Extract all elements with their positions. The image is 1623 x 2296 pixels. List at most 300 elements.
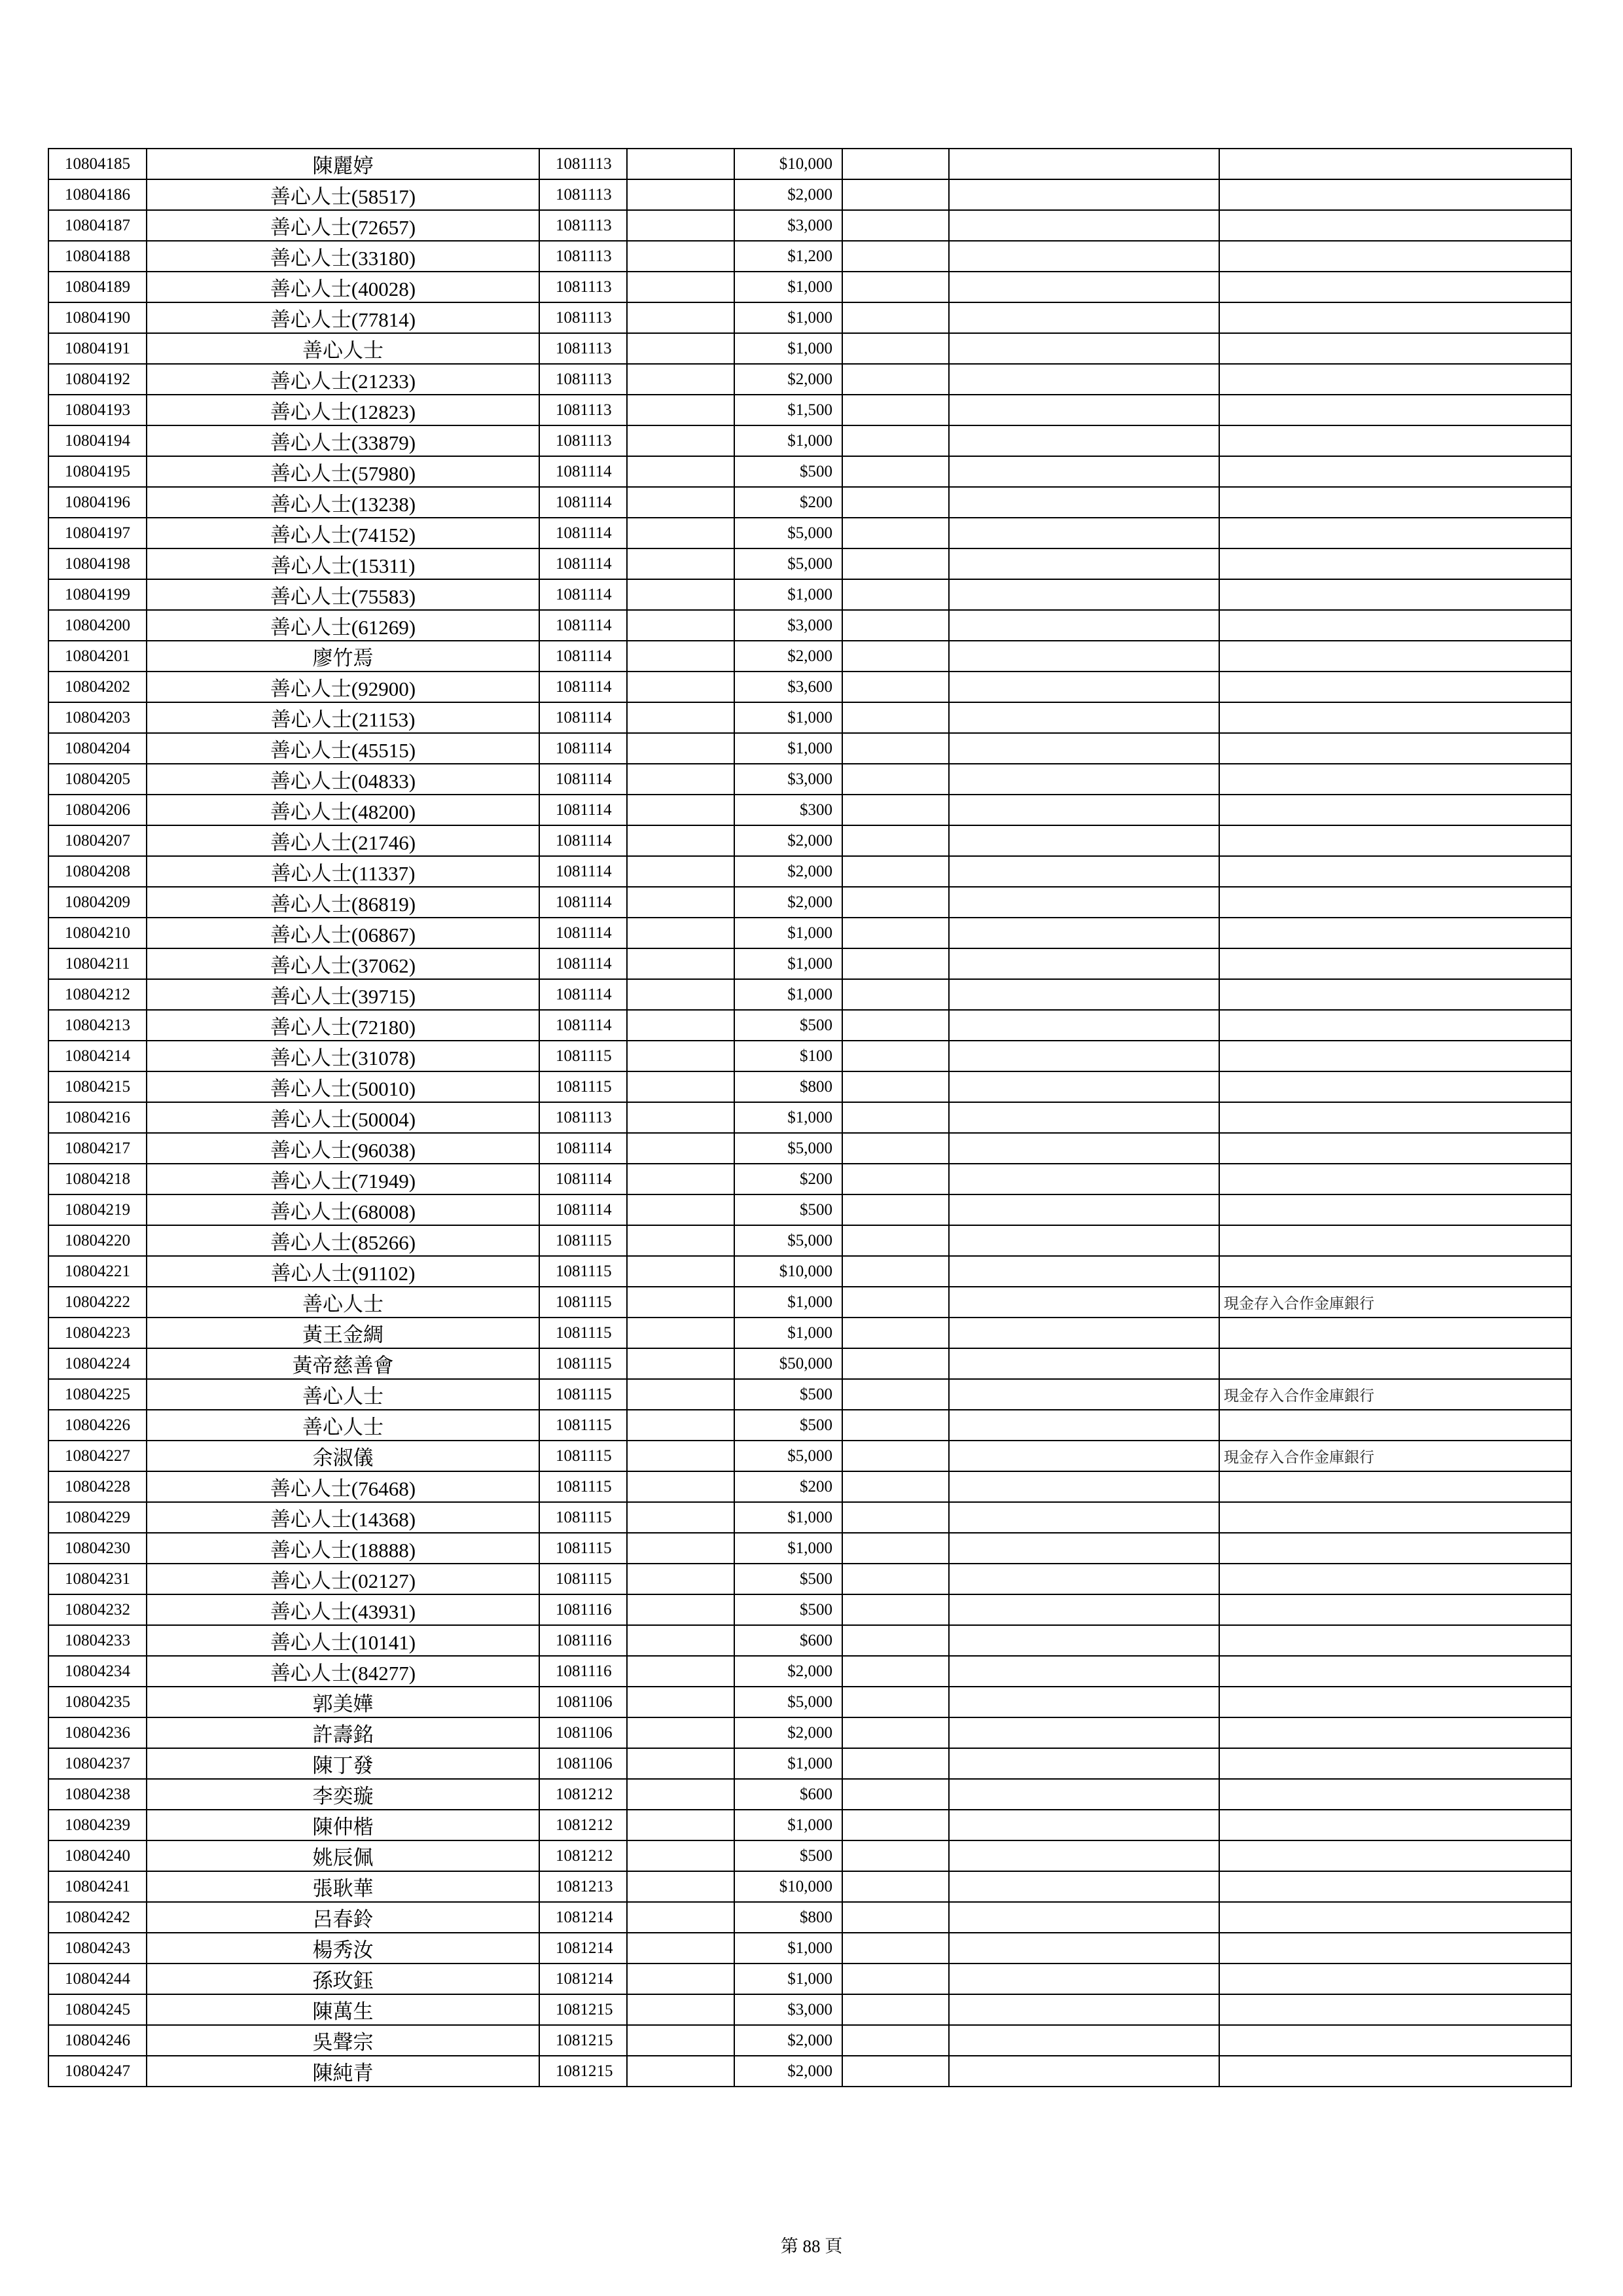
- remark-cell: [1219, 1471, 1571, 1502]
- table-row: [48, 487, 1571, 518]
- donation-id-cell: 10804234: [48, 1656, 147, 1687]
- donation-amount-cell: $3,000: [734, 1994, 842, 2025]
- blank-cell: [627, 979, 734, 1010]
- donation-date-cell: 1081114: [539, 702, 627, 733]
- table-row: [48, 1933, 1571, 1964]
- blank-cell: [627, 1379, 734, 1410]
- donation-date-cell: 1081113: [539, 149, 627, 179]
- remark-cell: [1219, 1502, 1571, 1533]
- donor-name-cell: 善心人士(06867): [147, 918, 539, 948]
- remark-cell: [1219, 702, 1571, 733]
- donation-id-cell: 10804209: [48, 887, 147, 918]
- blank-cell: [949, 1379, 1219, 1410]
- blank-cell: [949, 1871, 1219, 1902]
- remark-cell: [1219, 1564, 1571, 1594]
- blank-cell: [842, 795, 949, 825]
- donor-name-cell: 張耿華: [147, 1871, 539, 1902]
- blank-cell: [842, 179, 949, 210]
- donation-date-cell: 1081115: [539, 1071, 627, 1102]
- donor-name-cell: 善心人士(21233): [147, 364, 539, 395]
- donation-amount-cell: $500: [734, 1379, 842, 1410]
- blank-cell: [627, 1748, 734, 1779]
- donation-date-cell: 1081115: [539, 1379, 627, 1410]
- donor-name-cell: 善心人士(57980): [147, 456, 539, 487]
- donation-date-cell: 1081114: [539, 548, 627, 579]
- donation-id-cell: 10804245: [48, 1994, 147, 2025]
- blank-cell: [949, 272, 1219, 302]
- blank-cell: [627, 672, 734, 702]
- table-row: [48, 2025, 1571, 2056]
- donation-id-cell: 10804206: [48, 795, 147, 825]
- donation-id-cell: 10804185: [48, 149, 147, 179]
- blank-cell: [627, 179, 734, 210]
- donor-name-cell: 黃帝慈善會: [147, 1348, 539, 1379]
- donation-date-cell: 1081115: [539, 1256, 627, 1287]
- blank-cell: [949, 825, 1219, 856]
- donor-name-cell: 善心人士(18888): [147, 1533, 539, 1564]
- donation-amount-cell: $1,000: [734, 425, 842, 456]
- donation-amount-cell: $2,000: [734, 179, 842, 210]
- donor-name-cell: 余淑儀: [147, 1441, 539, 1471]
- donation-id-cell: 10804216: [48, 1102, 147, 1133]
- donation-id-cell: 10804196: [48, 487, 147, 518]
- blank-cell: [949, 364, 1219, 395]
- donation-id-cell: 10804238: [48, 1779, 147, 1810]
- blank-cell: [949, 1594, 1219, 1625]
- blank-cell: [842, 1656, 949, 1687]
- remark-cell: [1219, 1256, 1571, 1287]
- remark-cell: [1219, 518, 1571, 548]
- blank-cell: [949, 702, 1219, 733]
- donation-id-cell: 10804235: [48, 1687, 147, 1717]
- blank-cell: [842, 1594, 949, 1625]
- table-row: [48, 1287, 1571, 1318]
- blank-cell: [949, 1717, 1219, 1748]
- donation-id-cell: 10804237: [48, 1748, 147, 1779]
- donor-name-cell: 呂春鈴: [147, 1902, 539, 1933]
- donation-amount-cell: $5,000: [734, 518, 842, 548]
- blank-cell: [949, 948, 1219, 979]
- table-row: [48, 1225, 1571, 1256]
- donation-date-cell: 1081113: [539, 302, 627, 333]
- blank-cell: [627, 1687, 734, 1717]
- blank-cell: [627, 302, 734, 333]
- table-row: [48, 887, 1571, 918]
- donation-amount-cell: $100: [734, 1041, 842, 1071]
- blank-cell: [842, 1133, 949, 1164]
- table-row: [48, 918, 1571, 948]
- blank-cell: [627, 795, 734, 825]
- blank-cell: [627, 1471, 734, 1502]
- blank-cell: [627, 272, 734, 302]
- donor-name-cell: 善心人士(74152): [147, 518, 539, 548]
- donation-amount-cell: $800: [734, 1902, 842, 1933]
- donation-amount-cell: $1,000: [734, 272, 842, 302]
- donor-name-cell: 善心人士(76468): [147, 1471, 539, 1502]
- blank-cell: [842, 948, 949, 979]
- blank-cell: [627, 487, 734, 518]
- blank-cell: [842, 1994, 949, 2025]
- donation-id-cell: 10804203: [48, 702, 147, 733]
- donation-table: [48, 148, 1572, 2087]
- donation-amount-cell: $500: [734, 1840, 842, 1871]
- donation-date-cell: 1081115: [539, 1041, 627, 1071]
- table-row: [48, 179, 1571, 210]
- blank-cell: [949, 887, 1219, 918]
- remark-cell: [1219, 1964, 1571, 1994]
- donation-id-cell: 10804215: [48, 1071, 147, 1102]
- donor-name-cell: 吳聲宗: [147, 2025, 539, 2056]
- remark-cell: 現金存入合作金庫銀行: [1219, 1379, 1571, 1410]
- blank-cell: [949, 1840, 1219, 1871]
- donation-id-cell: 10804201: [48, 641, 147, 672]
- remark-cell: [1219, 825, 1571, 856]
- donation-date-cell: 1081114: [539, 579, 627, 610]
- donation-date-cell: 1081215: [539, 2056, 627, 2087]
- blank-cell: [842, 1779, 949, 1810]
- blank-cell: [949, 979, 1219, 1010]
- blank-cell: [949, 1748, 1219, 1779]
- donor-name-cell: 善心人士(21153): [147, 702, 539, 733]
- remark-cell: 現金存入合作金庫銀行: [1219, 1441, 1571, 1471]
- donation-date-cell: 1081115: [539, 1225, 627, 1256]
- donation-date-cell: 1081114: [539, 1133, 627, 1164]
- donation-id-cell: 10804222: [48, 1287, 147, 1318]
- blank-cell: [627, 1902, 734, 1933]
- blank-cell: [949, 456, 1219, 487]
- blank-cell: [842, 856, 949, 887]
- table-row: [48, 364, 1571, 395]
- table-row: [48, 1410, 1571, 1441]
- remark-cell: [1219, 1102, 1571, 1133]
- blank-cell: [949, 1687, 1219, 1717]
- donation-amount-cell: $5,000: [734, 548, 842, 579]
- blank-cell: [842, 1871, 949, 1902]
- blank-cell: [949, 856, 1219, 887]
- donation-id-cell: 10804204: [48, 733, 147, 764]
- donation-date-cell: 1081114: [539, 456, 627, 487]
- blank-cell: [842, 579, 949, 610]
- remark-cell: [1219, 1164, 1571, 1194]
- donation-date-cell: 1081114: [539, 825, 627, 856]
- donation-date-cell: 1081113: [539, 210, 627, 241]
- blank-cell: [627, 1441, 734, 1471]
- donor-name-cell: 廖竹焉: [147, 641, 539, 672]
- blank-cell: [842, 395, 949, 425]
- blank-cell: [949, 1102, 1219, 1133]
- donation-id-cell: 10804244: [48, 1964, 147, 1994]
- blank-cell: [949, 641, 1219, 672]
- donation-amount-cell: $2,000: [734, 887, 842, 918]
- donation-id-cell: 10804227: [48, 1441, 147, 1471]
- donation-date-cell: 1081212: [539, 1840, 627, 1871]
- remark-cell: [1219, 210, 1571, 241]
- donation-date-cell: 1081114: [539, 672, 627, 702]
- donation-id-cell: 10804223: [48, 1318, 147, 1348]
- remark-cell: [1219, 733, 1571, 764]
- blank-cell: [627, 456, 734, 487]
- donation-amount-cell: $1,000: [734, 579, 842, 610]
- donor-name-cell: 善心人士(14368): [147, 1502, 539, 1533]
- blank-cell: [949, 1441, 1219, 1471]
- blank-cell: [842, 1348, 949, 1379]
- donation-amount-cell: $1,000: [734, 1533, 842, 1564]
- blank-cell: [842, 1010, 949, 1041]
- table-row: [48, 856, 1571, 887]
- blank-cell: [842, 456, 949, 487]
- donor-name-cell: 陳萬生: [147, 1994, 539, 2025]
- donation-id-cell: 10804200: [48, 610, 147, 641]
- donor-name-cell: 善心人士(10141): [147, 1625, 539, 1656]
- blank-cell: [842, 641, 949, 672]
- remark-cell: [1219, 333, 1571, 364]
- blank-cell: [949, 149, 1219, 179]
- table-row: [48, 1041, 1571, 1071]
- donation-id-cell: 10804240: [48, 1840, 147, 1871]
- donation-date-cell: 1081114: [539, 887, 627, 918]
- donor-name-cell: 善心人士(43931): [147, 1594, 539, 1625]
- blank-cell: [842, 302, 949, 333]
- blank-cell: [842, 1225, 949, 1256]
- donor-name-cell: 善心人士(48200): [147, 795, 539, 825]
- remark-cell: [1219, 149, 1571, 179]
- donor-name-cell: 善心人士(96038): [147, 1133, 539, 1164]
- blank-cell: [949, 1625, 1219, 1656]
- donation-date-cell: 1081215: [539, 2025, 627, 2056]
- donation-date-cell: 1081114: [539, 518, 627, 548]
- blank-cell: [949, 1994, 1219, 2025]
- table-row: [48, 302, 1571, 333]
- donation-id-cell: 10804233: [48, 1625, 147, 1656]
- remark-cell: [1219, 1717, 1571, 1748]
- blank-cell: [627, 1318, 734, 1348]
- remark-cell: [1219, 1041, 1571, 1071]
- table-row: [48, 1533, 1571, 1564]
- blank-cell: [842, 1410, 949, 1441]
- donation-amount-cell: $1,000: [734, 1748, 842, 1779]
- donor-name-cell: 善心人士(50004): [147, 1102, 539, 1133]
- blank-cell: [627, 1564, 734, 1594]
- donor-name-cell: 善心人士(71949): [147, 1164, 539, 1194]
- donor-name-cell: 善心人士(91102): [147, 1256, 539, 1287]
- donor-name-cell: 李奕璇: [147, 1779, 539, 1810]
- donor-name-cell: 陳丁發: [147, 1748, 539, 1779]
- donation-id-cell: 10804208: [48, 856, 147, 887]
- donor-name-cell: 善心人士(31078): [147, 1041, 539, 1071]
- donation-id-cell: 10804221: [48, 1256, 147, 1287]
- donor-name-cell: 善心人士(84277): [147, 1656, 539, 1687]
- table-row: [48, 272, 1571, 302]
- donation-id-cell: 10804225: [48, 1379, 147, 1410]
- donor-name-cell: 善心人士(77814): [147, 302, 539, 333]
- donor-name-cell: 善心人士(85266): [147, 1225, 539, 1256]
- table-row: [48, 1256, 1571, 1287]
- blank-cell: [627, 1348, 734, 1379]
- donor-name-cell: 善心人士(92900): [147, 672, 539, 702]
- donation-date-cell: 1081114: [539, 948, 627, 979]
- blank-cell: [842, 1533, 949, 1564]
- remark-cell: [1219, 579, 1571, 610]
- table-row: [48, 979, 1571, 1010]
- donation-id-cell: 10804229: [48, 1502, 147, 1533]
- blank-cell: [627, 1625, 734, 1656]
- donation-amount-cell: $1,000: [734, 1933, 842, 1964]
- donation-id-cell: 10804228: [48, 1471, 147, 1502]
- table-row: [48, 1779, 1571, 1810]
- blank-cell: [627, 733, 734, 764]
- table-row: [48, 1379, 1571, 1410]
- donor-name-cell: 善心人士(50010): [147, 1071, 539, 1102]
- donation-id-cell: 10804246: [48, 2025, 147, 2056]
- donation-amount-cell: $1,000: [734, 1810, 842, 1840]
- donation-id-cell: 10804186: [48, 179, 147, 210]
- remark-cell: [1219, 1871, 1571, 1902]
- remark-cell: [1219, 1840, 1571, 1871]
- table-row: [48, 456, 1571, 487]
- remark-cell: [1219, 1594, 1571, 1625]
- donation-date-cell: 1081212: [539, 1810, 627, 1840]
- donation-amount-cell: $1,000: [734, 979, 842, 1010]
- donor-name-cell: 善心人士(11337): [147, 856, 539, 887]
- remark-cell: [1219, 2056, 1571, 2087]
- blank-cell: [949, 1564, 1219, 1594]
- blank-cell: [627, 395, 734, 425]
- blank-cell: [627, 764, 734, 795]
- blank-cell: [627, 1225, 734, 1256]
- donation-amount-cell: $3,000: [734, 764, 842, 795]
- donation-date-cell: 1081114: [539, 918, 627, 948]
- donation-id-cell: 10804231: [48, 1564, 147, 1594]
- donation-id-cell: 10804226: [48, 1410, 147, 1441]
- blank-cell: [949, 333, 1219, 364]
- table-row: [48, 1656, 1571, 1687]
- donation-amount-cell: $200: [734, 487, 842, 518]
- blank-cell: [842, 918, 949, 948]
- blank-cell: [627, 1656, 734, 1687]
- remark-cell: [1219, 456, 1571, 487]
- donation-amount-cell: $5,000: [734, 1441, 842, 1471]
- blank-cell: [842, 364, 949, 395]
- blank-cell: [949, 210, 1219, 241]
- table-row: [48, 610, 1571, 641]
- table-row: [48, 1840, 1571, 1871]
- blank-cell: [627, 1041, 734, 1071]
- table-row: [48, 1348, 1571, 1379]
- blank-cell: [842, 1471, 949, 1502]
- blank-cell: [627, 425, 734, 456]
- donation-amount-cell: $3,600: [734, 672, 842, 702]
- blank-cell: [842, 1625, 949, 1656]
- blank-cell: [949, 1041, 1219, 1071]
- blank-cell: [949, 1194, 1219, 1225]
- donation-amount-cell: $600: [734, 1625, 842, 1656]
- donation-amount-cell: $1,000: [734, 1964, 842, 1994]
- donation-date-cell: 1081115: [539, 1471, 627, 1502]
- donation-id-cell: 10804247: [48, 2056, 147, 2087]
- table-row: [48, 579, 1571, 610]
- donor-name-cell: 陳仲楷: [147, 1810, 539, 1840]
- blank-cell: [949, 795, 1219, 825]
- donor-name-cell: 陳純青: [147, 2056, 539, 2087]
- donation-date-cell: 1081215: [539, 1994, 627, 2025]
- remark-cell: [1219, 948, 1571, 979]
- blank-cell: [627, 1933, 734, 1964]
- blank-cell: [949, 487, 1219, 518]
- blank-cell: [949, 1933, 1219, 1964]
- blank-cell: [842, 887, 949, 918]
- donation-date-cell: 1081106: [539, 1687, 627, 1717]
- donation-amount-cell: $10,000: [734, 149, 842, 179]
- table-row: [48, 948, 1571, 979]
- remark-cell: [1219, 1318, 1571, 1348]
- donation-date-cell: 1081214: [539, 1933, 627, 1964]
- donation-amount-cell: $500: [734, 1564, 842, 1594]
- blank-cell: [627, 548, 734, 579]
- table-row: [48, 333, 1571, 364]
- blank-cell: [842, 1318, 949, 1348]
- blank-cell: [627, 1840, 734, 1871]
- table-row: [48, 548, 1571, 579]
- blank-cell: [842, 672, 949, 702]
- blank-cell: [949, 302, 1219, 333]
- donation-date-cell: 1081213: [539, 1871, 627, 1902]
- donation-id-cell: 10804241: [48, 1871, 147, 1902]
- donation-amount-cell: $200: [734, 1471, 842, 1502]
- remark-cell: [1219, 1533, 1571, 1564]
- blank-cell: [842, 1071, 949, 1102]
- table-row: [48, 1164, 1571, 1194]
- donation-date-cell: 1081113: [539, 425, 627, 456]
- table-row: [48, 641, 1571, 672]
- donor-name-cell: 善心人士(58517): [147, 179, 539, 210]
- donation-amount-cell: $3,000: [734, 210, 842, 241]
- blank-cell: [842, 1840, 949, 1871]
- donation-date-cell: 1081115: [539, 1533, 627, 1564]
- blank-cell: [949, 1010, 1219, 1041]
- blank-cell: [949, 1656, 1219, 1687]
- blank-cell: [627, 918, 734, 948]
- donation-id-cell: 10804194: [48, 425, 147, 456]
- donation-date-cell: 1081115: [539, 1441, 627, 1471]
- table-row: [48, 672, 1571, 702]
- table-row: [48, 1010, 1571, 1041]
- blank-cell: [842, 1964, 949, 1994]
- blank-cell: [627, 1010, 734, 1041]
- donor-name-cell: 善心人士: [147, 1379, 539, 1410]
- blank-cell: [842, 149, 949, 179]
- donation-amount-cell: $1,000: [734, 948, 842, 979]
- table-row: [48, 149, 1571, 179]
- blank-cell: [842, 1748, 949, 1779]
- table-row: [48, 1102, 1571, 1133]
- donation-date-cell: 1081114: [539, 733, 627, 764]
- blank-cell: [842, 1810, 949, 1840]
- remark-cell: [1219, 918, 1571, 948]
- donation-id-cell: 10804236: [48, 1717, 147, 1748]
- table-row: [48, 1994, 1571, 2025]
- blank-cell: [949, 610, 1219, 641]
- donor-name-cell: 善心人士(04833): [147, 764, 539, 795]
- blank-cell: [627, 1717, 734, 1748]
- blank-cell: [627, 1102, 734, 1133]
- donation-id-cell: 10804188: [48, 241, 147, 272]
- donation-amount-cell: $1,000: [734, 918, 842, 948]
- blank-cell: [627, 364, 734, 395]
- blank-cell: [627, 825, 734, 856]
- donor-name-cell: 黃王金綢: [147, 1318, 539, 1348]
- donation-id-cell: 10804199: [48, 579, 147, 610]
- blank-cell: [627, 1779, 734, 1810]
